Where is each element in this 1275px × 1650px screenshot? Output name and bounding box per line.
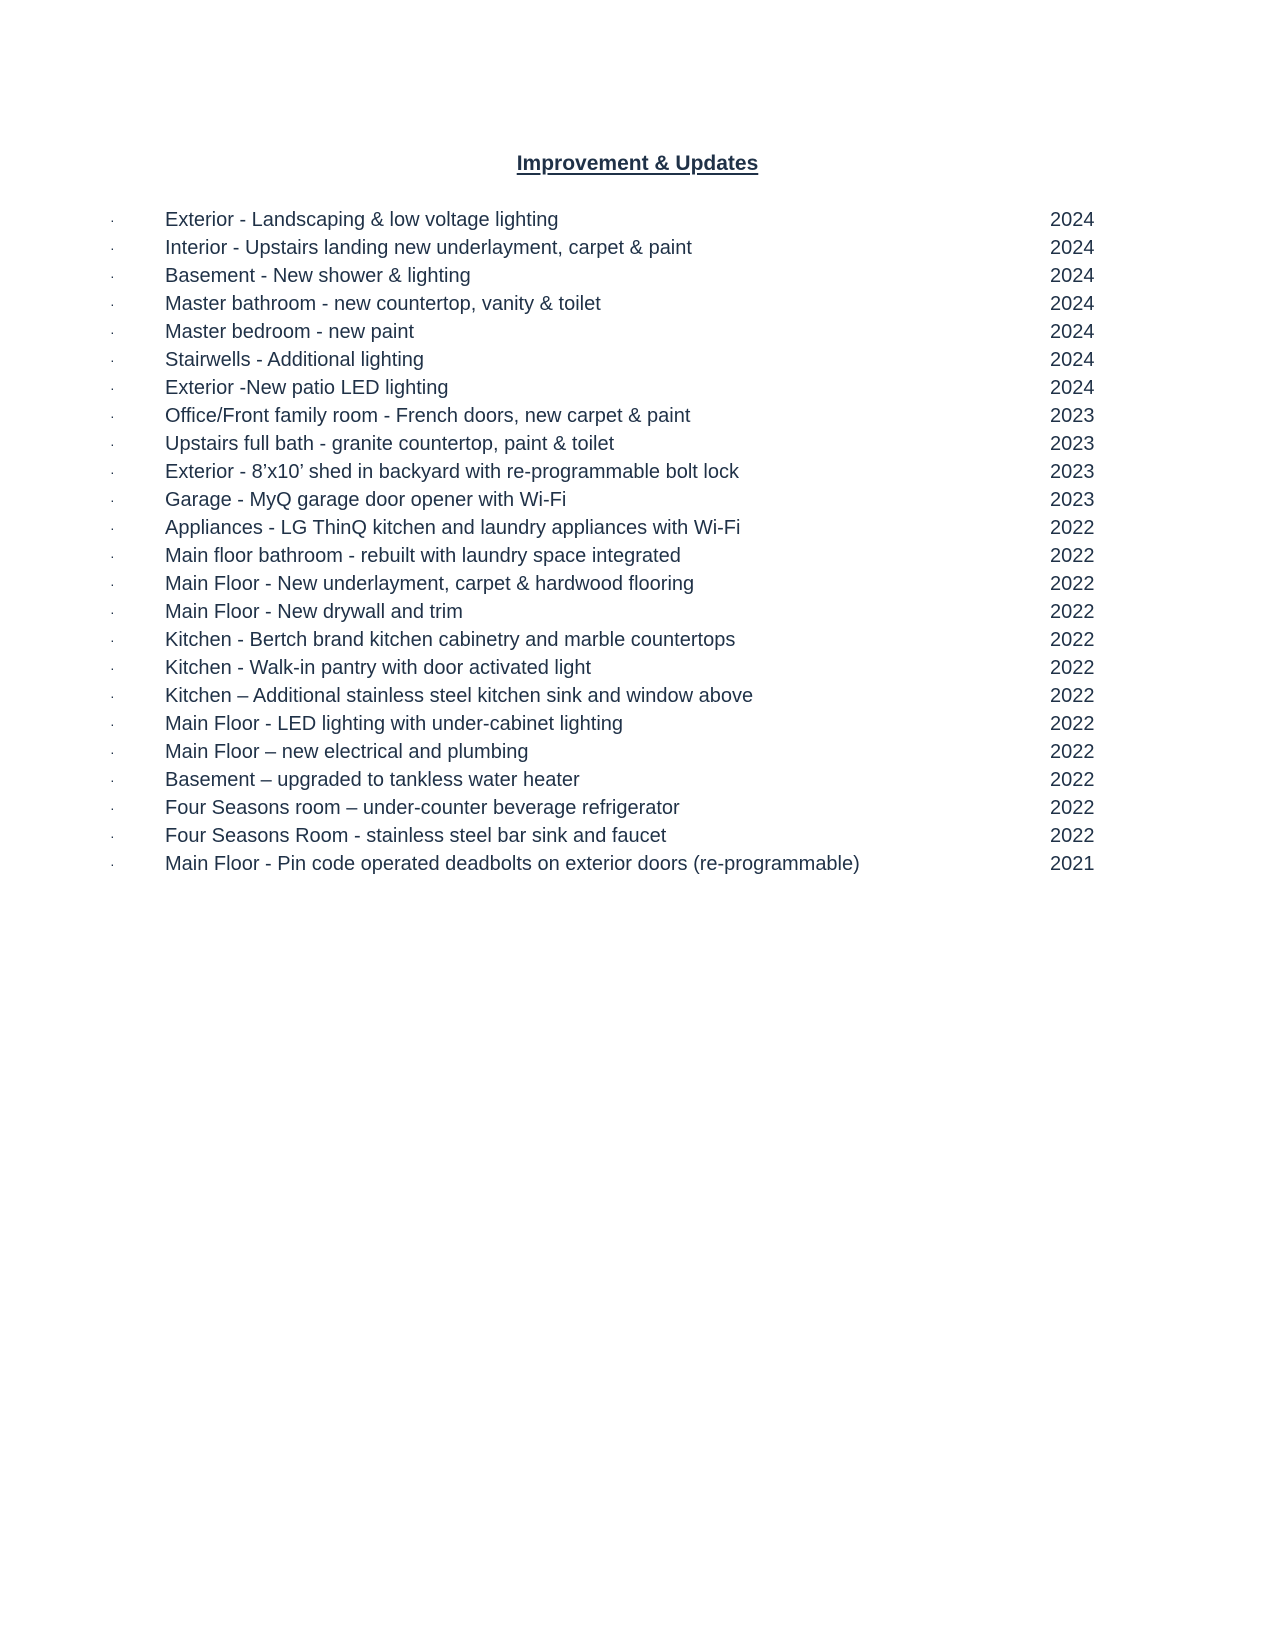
list-item — [0, 458, 1275, 486]
item-description: Basement – upgraded to tankless water heater — [165, 769, 580, 791]
list-item — [0, 738, 1275, 766]
item-year: 2024 — [1050, 349, 1095, 371]
list-item — [0, 430, 1275, 458]
item-description: Stairwells - Additional lighting — [165, 349, 425, 371]
item-description: Kitchen - Bertch brand kitchen cabinetry and marble countertops — [165, 629, 736, 651]
item-year: 2022 — [1050, 545, 1095, 567]
bullet-icon: · — [110, 212, 115, 228]
list-item — [0, 290, 1275, 318]
list-item — [0, 206, 1275, 234]
bullet-icon: · — [110, 660, 115, 676]
list-item — [0, 374, 1275, 402]
list-item — [0, 542, 1275, 570]
bullet-icon: · — [110, 464, 115, 480]
list-item — [0, 486, 1275, 514]
bullet-icon: · — [110, 604, 115, 620]
bullet-icon: · — [110, 408, 115, 424]
page-title: Improvement & Updates — [516, 152, 759, 175]
bullet-icon: · — [110, 688, 115, 704]
bullet-icon: · — [110, 268, 115, 284]
item-year: 2022 — [1050, 797, 1095, 819]
improvements-list — [0, 206, 1275, 878]
item-year: 2022 — [1050, 825, 1095, 847]
bullet-icon: · — [110, 716, 115, 732]
bullet-icon: · — [110, 380, 115, 396]
item-year: 2022 — [1050, 601, 1095, 623]
item-year: 2023 — [1050, 405, 1095, 427]
bullet-icon: · — [110, 436, 115, 452]
item-description: Four Seasons Room - stainless steel bar sink and faucet — [165, 825, 667, 847]
item-description: Master bathroom - new countertop, vanity & toilet — [165, 293, 601, 315]
item-description: Exterior - Landscaping & low voltage lighting — [165, 209, 559, 231]
list-item — [0, 570, 1275, 598]
list-item — [0, 850, 1275, 878]
item-year: 2022 — [1050, 573, 1095, 595]
bullet-icon: · — [110, 856, 115, 872]
bullet-icon: · — [110, 576, 115, 592]
item-year: 2022 — [1050, 517, 1095, 539]
bullet-icon: · — [110, 800, 115, 816]
item-description: Main Floor - New underlayment, carpet & hardwood flooring — [165, 573, 695, 595]
bullet-icon: · — [110, 240, 115, 256]
bullet-icon: · — [110, 296, 115, 312]
item-year: 2024 — [1050, 321, 1095, 343]
item-year: 2021 — [1050, 853, 1095, 875]
bullet-icon: · — [110, 744, 115, 760]
item-description: Main Floor - Pin code operated deadbolts on exterior doors (re-programmable) — [165, 853, 860, 875]
bullet-icon: · — [110, 492, 115, 508]
list-item — [0, 514, 1275, 542]
item-description: Master bedroom - new paint — [165, 321, 415, 343]
item-year: 2024 — [1050, 377, 1095, 399]
item-year: 2023 — [1050, 433, 1095, 455]
list-item — [0, 682, 1275, 710]
list-item — [0, 794, 1275, 822]
bullet-icon: · — [110, 828, 115, 844]
item-description: Main Floor - New drywall and trim — [165, 601, 463, 623]
list-item — [0, 626, 1275, 654]
bullet-icon: · — [110, 632, 115, 648]
item-year: 2023 — [1050, 461, 1095, 483]
item-description: Basement - New shower & lighting — [165, 265, 471, 287]
item-year: 2022 — [1050, 769, 1095, 791]
item-description: Main Floor - LED lighting with under-cabinet lighting — [165, 713, 624, 735]
item-description: Exterior -New patio LED lighting — [165, 377, 449, 399]
item-year: 2022 — [1050, 657, 1095, 679]
list-item — [0, 710, 1275, 738]
item-year: 2023 — [1050, 489, 1095, 511]
item-year: 2022 — [1050, 629, 1095, 651]
list-item — [0, 346, 1275, 374]
item-description: Kitchen – Additional stainless steel kitchen sink and window above — [165, 685, 754, 707]
item-description: Main Floor – new electrical and plumbing — [165, 741, 529, 763]
list-item — [0, 262, 1275, 290]
item-year: 2022 — [1050, 685, 1095, 707]
list-item — [0, 822, 1275, 850]
bullet-icon: · — [110, 324, 115, 340]
item-description: Four Seasons room – under-counter beverage refrigerator — [165, 797, 680, 819]
list-item — [0, 234, 1275, 262]
bullet-icon: · — [110, 548, 115, 564]
list-item — [0, 598, 1275, 626]
bullet-icon: · — [110, 352, 115, 368]
bullet-icon: · — [110, 772, 115, 788]
list-item — [0, 318, 1275, 346]
item-description: Exterior - 8’x10’ shed in backyard with re-programmable bolt lock — [165, 461, 739, 483]
item-year: 2024 — [1050, 265, 1095, 287]
item-year: 2024 — [1050, 209, 1095, 231]
item-year: 2024 — [1050, 293, 1095, 315]
item-description: Interior - Upstairs landing new underlayment, carpet & paint — [165, 237, 692, 259]
item-year: 2024 — [1050, 237, 1095, 259]
item-description: Appliances - LG ThinQ kitchen and laundry appliances with Wi-Fi — [165, 517, 741, 539]
item-description: Garage - MyQ garage door opener with Wi-Fi — [165, 489, 567, 511]
item-description: Main floor bathroom - rebuilt with laundry space integrated — [165, 545, 681, 567]
list-item — [0, 654, 1275, 682]
list-item — [0, 402, 1275, 430]
bullet-icon: · — [110, 520, 115, 536]
item-description: Kitchen - Walk-in pantry with door activated light — [165, 657, 592, 679]
item-description: Office/Front family room - French doors, new carpet & paint — [165, 405, 691, 427]
list-item — [0, 766, 1275, 794]
item-year: 2022 — [1050, 741, 1095, 763]
item-year: 2022 — [1050, 713, 1095, 735]
item-description: Upstairs full bath - granite countertop, paint & toilet — [165, 433, 615, 455]
